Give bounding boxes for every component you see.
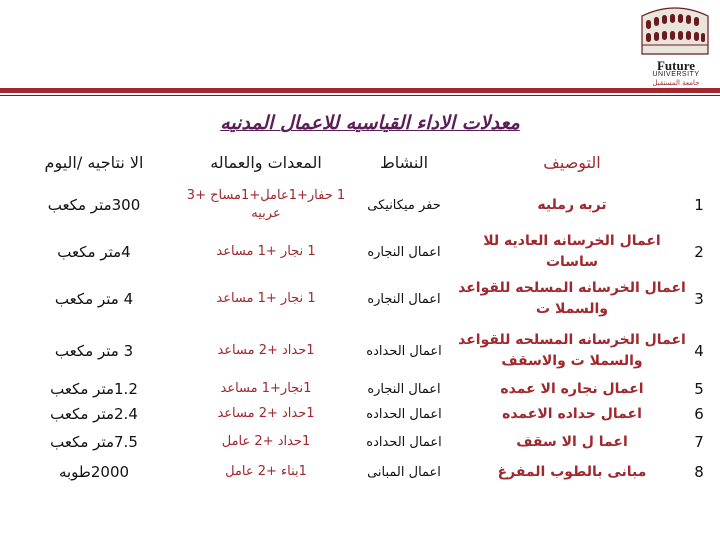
table-row — [6, 179, 712, 231]
header-description: التوصيف — [543, 152, 601, 172]
row-number: 8 — [694, 463, 704, 481]
header-equipment: المعدات والعماله — [210, 152, 322, 172]
page-title: معدلات الاداء القياسيه للاعمال المدنيه — [220, 112, 520, 134]
row-number: 3 — [694, 290, 704, 308]
row-productivity: 300متر مكعب — [47, 196, 141, 214]
row-productivity: 1.2متر مكعب — [50, 380, 138, 398]
header-num — [686, 145, 712, 179]
row-activity: اعمال المبانى — [367, 464, 441, 480]
row-activity: اعمال الحداده — [366, 434, 442, 450]
logo-text-arabic: جامعة المستقبل — [652, 79, 700, 87]
row-activity: اعمال النجاره — [367, 244, 441, 260]
row-equipment: 1بناء +2 عامل — [225, 464, 307, 479]
row-number: 6 — [694, 405, 704, 423]
row-description: اعمال الخرسانه المسلحه للقواعد والسملا ت — [458, 280, 686, 317]
table-row — [6, 457, 712, 487]
row-productivity: 3 متر مكعب — [54, 342, 134, 360]
logo-text-university: UNIVERSITY — [652, 71, 700, 78]
table-row — [6, 273, 712, 325]
row-number: 4 — [694, 342, 704, 360]
row-productivity: 2.4متر مكعب — [50, 405, 138, 423]
row-description: اعما ل الا سقف — [516, 433, 628, 450]
logo-text-future: Future — [656, 58, 696, 73]
table-row — [6, 325, 712, 377]
row-number: 2 — [694, 243, 704, 261]
row-activity: اعمال النجاره — [367, 381, 441, 397]
colosseum-icon — [642, 8, 708, 54]
table-row — [6, 401, 712, 427]
row-productivity: 7.5متر مكعب — [50, 433, 138, 451]
row-equipment: 1حداد +2 مساعد — [217, 343, 315, 358]
row-description: تربه رمليه — [537, 196, 607, 213]
row-equipment: 1حداد +2 مساعد — [217, 406, 315, 421]
row-activity: اعمال النجاره — [367, 291, 441, 307]
row-description: اعمال نجاره الا عمده — [500, 380, 644, 397]
row-productivity: 2000طوبه — [58, 463, 130, 481]
row-productivity: 4متر مكعب — [57, 243, 131, 261]
header-bar — [0, 0, 720, 62]
row-activity: اعمال الحداده — [366, 343, 442, 359]
header-divider-thin — [0, 95, 720, 96]
table-row — [6, 377, 712, 401]
row-equipment: 1حداد +2 عامل — [221, 434, 311, 449]
row-activity: اعمال الحداده — [366, 406, 442, 422]
row-activity: حفر ميكانيكى — [367, 197, 441, 213]
row-description: اعمال الخرسانه المسلحه للقواعد والسملا ت والاسقف — [458, 332, 686, 369]
row-equipment: 1نجار+1 مساعد — [220, 381, 312, 396]
row-equipment: 1 نجار +1 مساعد — [216, 244, 316, 259]
row-number: 5 — [694, 380, 704, 398]
row-equipment: 1 نجار +1 مساعد — [216, 291, 316, 306]
standard-rates-table — [6, 145, 712, 487]
row-equipment: 1 حفار+1عامل+1مساح +3 عربيه — [186, 188, 346, 221]
row-number: 1 — [694, 196, 704, 214]
header-divider — [0, 88, 720, 93]
row-number: 7 — [694, 433, 704, 451]
row-productivity: 4 متر مكعب — [54, 290, 134, 308]
row-description: اعمال الخرسانه العاديه للا ساسات — [483, 233, 661, 270]
row-description: مبانى بالطوب المفرغ — [497, 463, 647, 480]
header-productivity: الا نتاجيه /اليوم — [44, 152, 144, 172]
table-row — [6, 231, 712, 273]
table-row — [6, 427, 712, 457]
table-header-row — [6, 145, 712, 179]
row-description: اعمال حداده الاعمده — [502, 405, 642, 422]
header-activity: النشاط — [379, 152, 429, 172]
